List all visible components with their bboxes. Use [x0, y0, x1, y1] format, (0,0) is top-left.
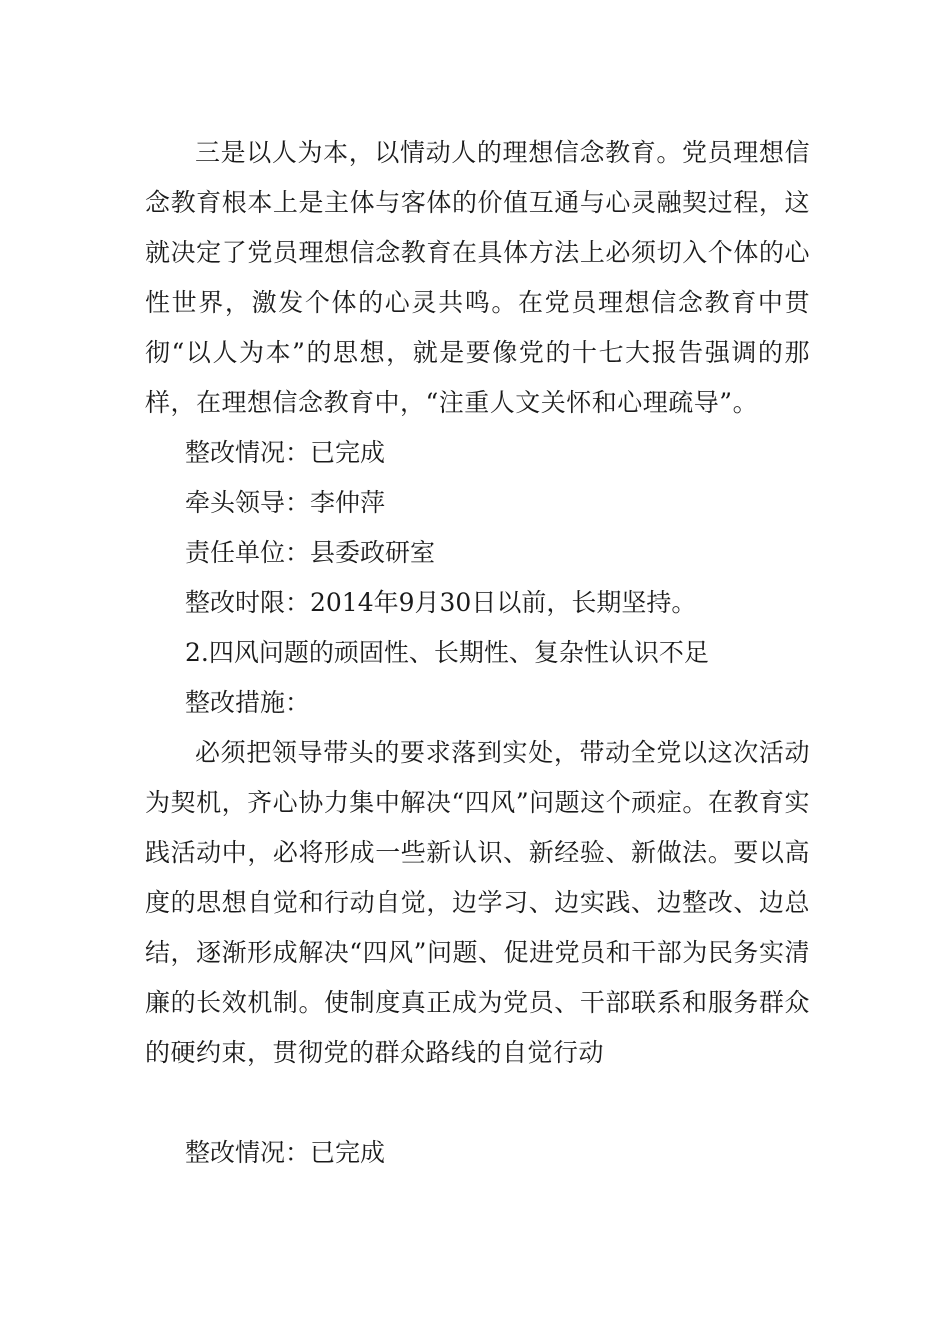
section1-status: 整改情况：已完成	[185, 438, 386, 467]
section2-paragraph: 必须把领导带头的要求落到实处，带动全党以这次活动为契机，齐心协力集中解决“四风”问题这个顽症。在教育实践活动中，必将形成一些新认识、新经验、新做法。要以高度的思想自觉和行动自觉，边学习、边实践、边整改、边总结，逐渐形成解决“四风”问题、促进党员和干部为民务实清廉的长效机制。使制度真正成为党员、干部联系和服务群众的硬约束，贯彻党的群众路线的自觉行动	[145, 738, 810, 1067]
section2-measures-label: 整改措施：	[185, 688, 311, 717]
section1-leader: 牵头领导：李仲萍	[185, 488, 386, 517]
section1-paragraph: 三是以人为本，以情动人的理想信念教育。党员理想信念教育根本上是主体与客体的价值互通与心灵融契过程，这就决定了党员理想信念教育在具体方法上必须切入个体的心性世界，激发个体的心灵共鸣。在党员理想信念教育中贯彻“以人为本”的思想，就是要像党的十七大报告强调的那样，在理想信念教育中，“注重人文关怀和心理疏导”。	[145, 138, 810, 417]
section2-status: 整改情况：已完成	[185, 1138, 386, 1167]
section1-unit: 责任单位：县委政研室	[185, 538, 436, 567]
blank-line	[145, 1078, 810, 1128]
section1-deadline: 整改时限：2014年9月30日以前，长期坚持。	[185, 588, 697, 617]
section2-heading: 2.四风问题的顽固性、长期性、复杂性认识不足	[185, 638, 709, 667]
document-page	[145, 128, 810, 1178]
